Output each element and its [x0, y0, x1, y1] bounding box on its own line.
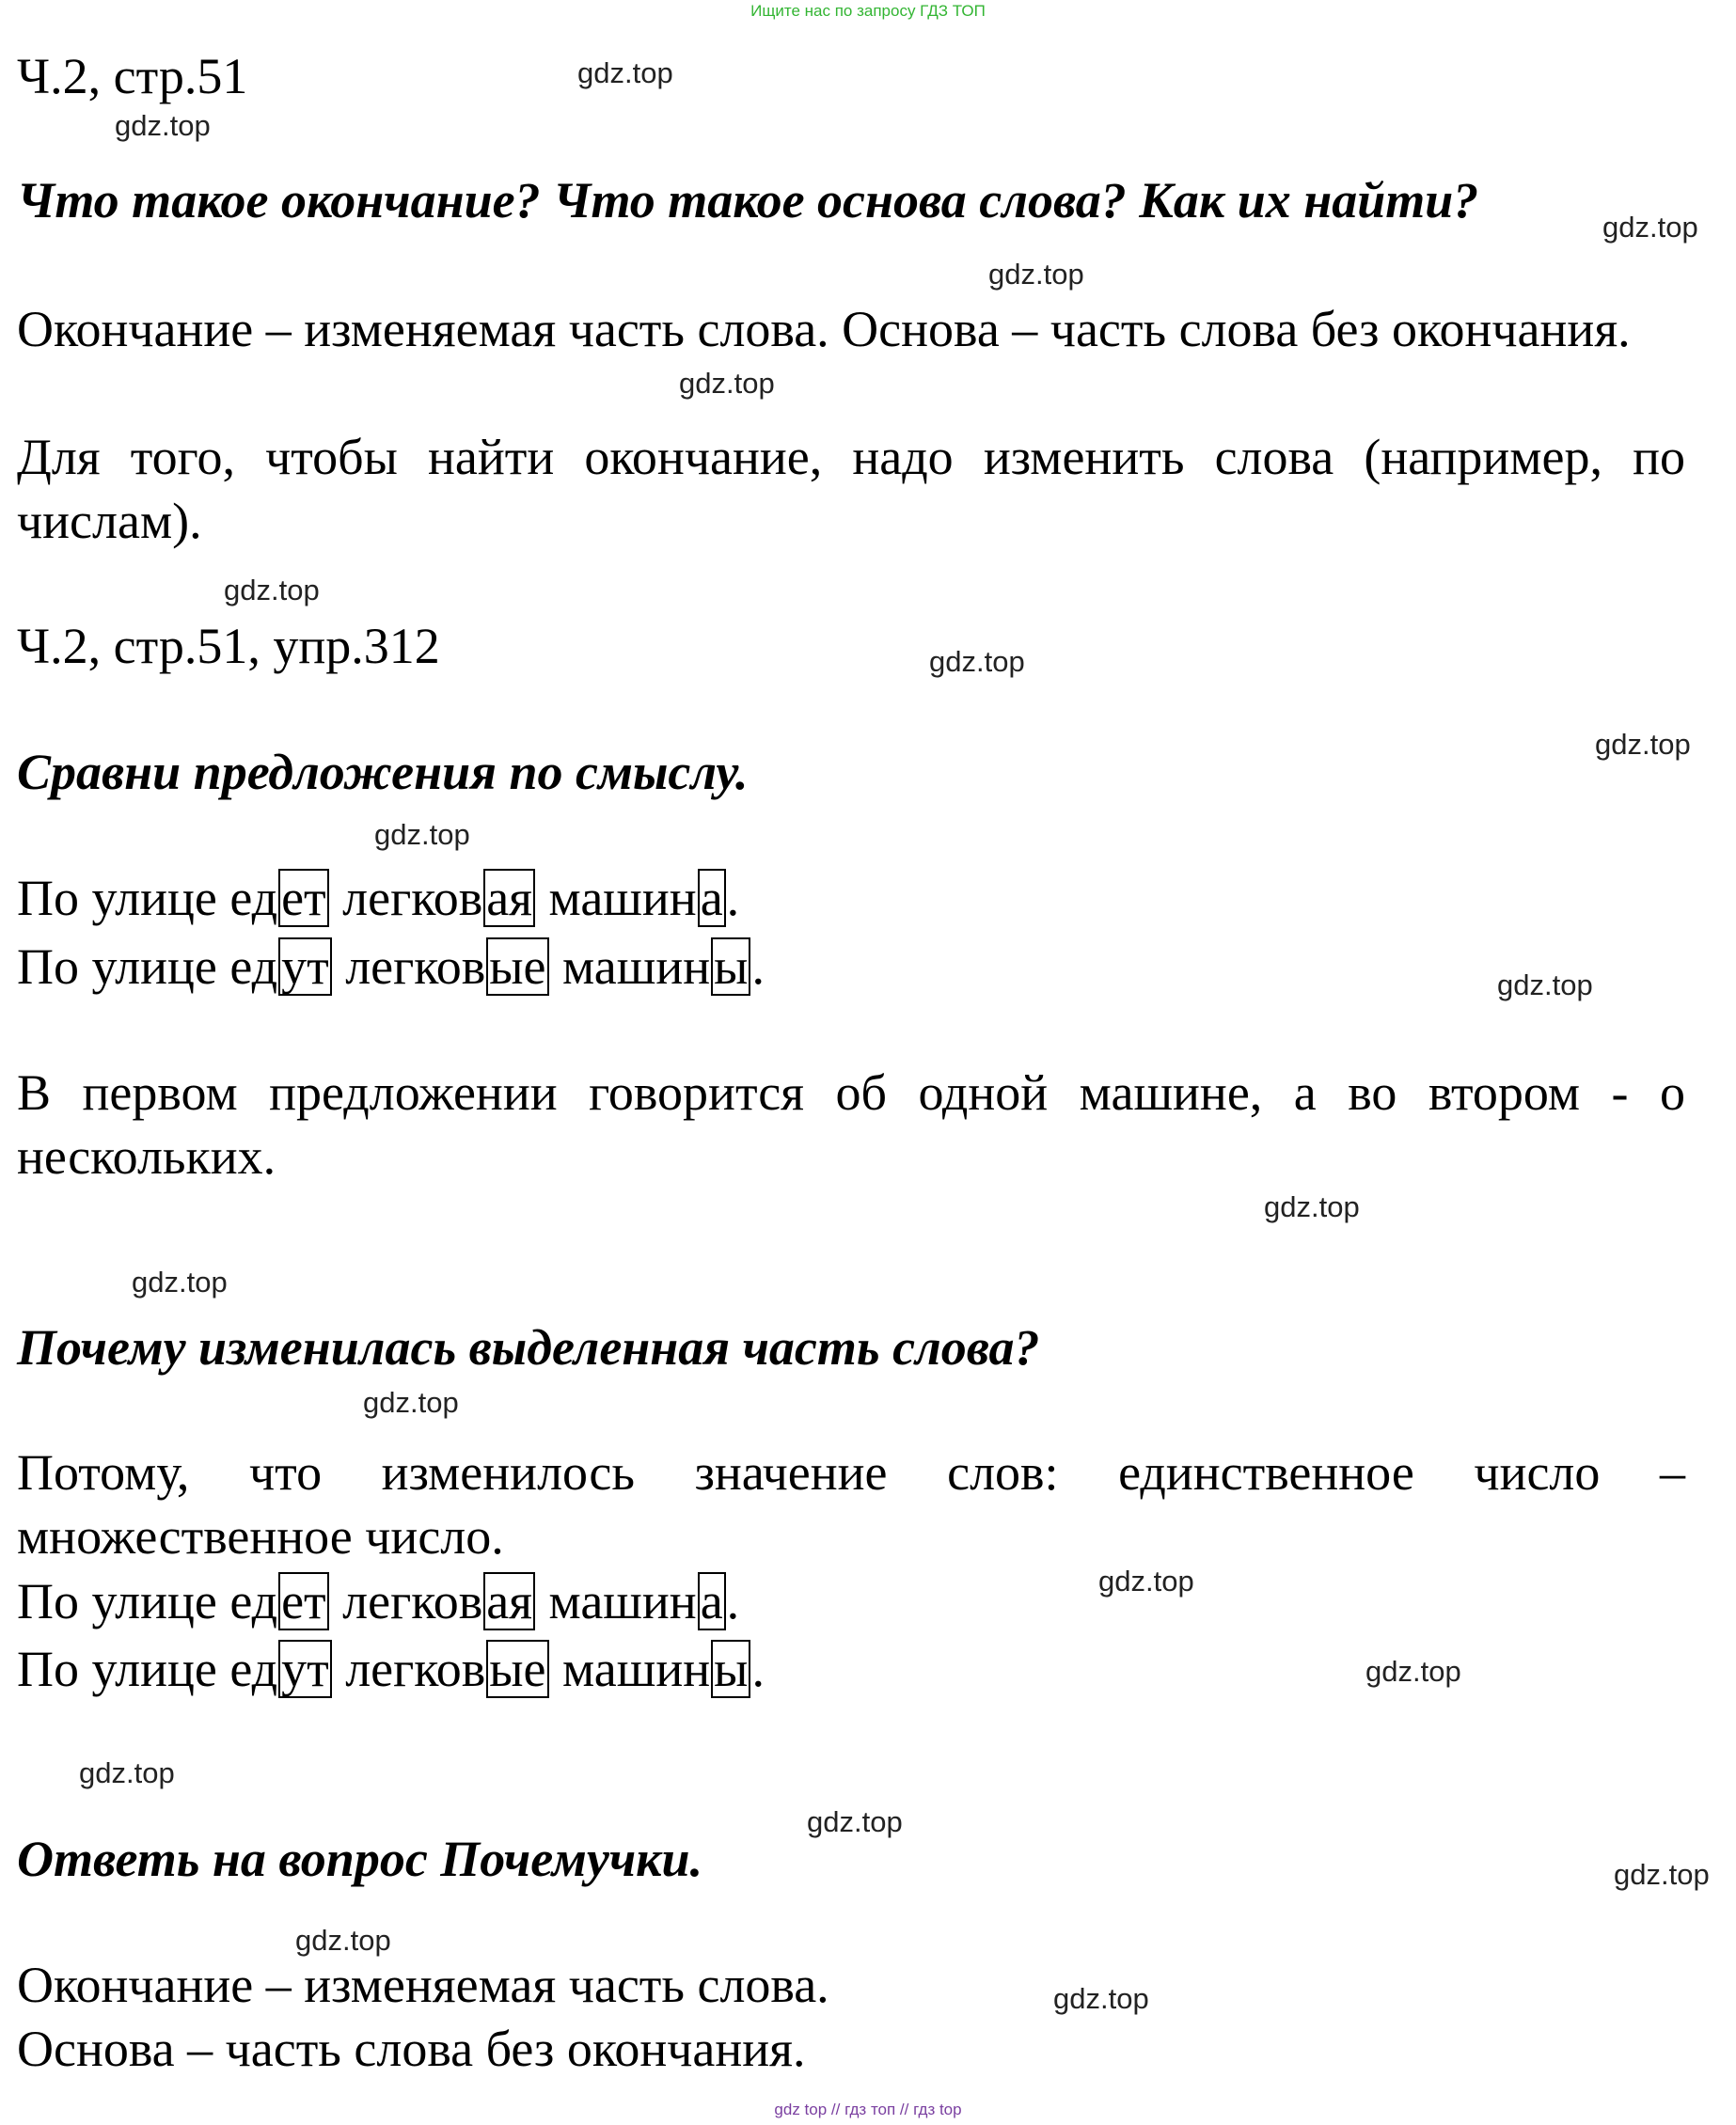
answer-1-paragraph-1: Окончание – изменяемая часть слова. Основа – часть слова без окончания. [17, 301, 1631, 357]
watermark: gdz.top [1098, 1565, 1194, 1598]
watermark: gdz.top [374, 818, 470, 851]
sentence-text: По улице ед [17, 1641, 278, 1697]
watermark: gdz.top [295, 1924, 391, 1957]
sentence-plural-1 [17, 934, 765, 1000]
ending-box: ет [278, 1572, 329, 1630]
sentence-text: машин [549, 1641, 711, 1697]
watermark: gdz.top [79, 1756, 175, 1789]
footer-watermark: gdz top // гдз топ // гдз top [774, 2101, 962, 2118]
watermark: gdz.top [577, 56, 673, 89]
watermark: gdz.top [132, 1266, 228, 1299]
page-reference-1: Ч.2, стр.51 [17, 48, 248, 104]
sentence-text: По улице ед [17, 870, 278, 926]
sentence-text: легков [332, 938, 486, 995]
sentence-text: легков [329, 870, 483, 926]
watermark: gdz.top [115, 109, 211, 142]
question-3: Почему изменилась выделенная часть слова? [17, 1319, 1040, 1376]
sentence-end: . [726, 870, 740, 926]
ending-box: ут [278, 937, 332, 996]
sentence-text: машин [536, 1573, 697, 1629]
answer-3: Потому, что изменилось значение слов: единственное число – множественное число. [17, 1444, 1685, 1565]
watermark: gdz.top [1053, 1982, 1149, 2015]
ending-box: ы [711, 937, 750, 996]
watermark: gdz.top [1497, 968, 1593, 1001]
ending-box: ет [278, 869, 329, 927]
question-2: Сравни предложения по смыслу. [17, 744, 749, 800]
watermark: gdz.top [1365, 1655, 1461, 1688]
watermark: gdz.top [363, 1386, 459, 1419]
page-reference-2: Ч.2, стр.51, упр.312 [17, 618, 440, 674]
watermark: gdz.top [1264, 1190, 1360, 1223]
sentence-plural-2 [17, 1636, 765, 1702]
sentence-text: По улице ед [17, 1573, 278, 1629]
watermark: gdz.top [1595, 728, 1691, 761]
question-4: Ответь на вопрос Почемучки. [17, 1831, 703, 1887]
ending-box: ая [483, 869, 535, 927]
sentence-end: . [751, 1641, 765, 1697]
watermark: gdz.top [988, 258, 1084, 291]
sentence-text: машин [536, 870, 697, 926]
ending-box: ые [486, 1640, 548, 1698]
answer-4-line-2: Основа – часть слова без окончания. [17, 2021, 806, 2077]
sentence-text: По улице ед [17, 938, 278, 995]
answer-2: В первом предложении говорится об одной машине, а во втором - о нескольких. [17, 1064, 1685, 1185]
watermark: gdz.top [679, 367, 775, 400]
watermark: gdz.top [929, 645, 1025, 678]
sentence-text: машин [549, 938, 711, 995]
sentence-singular-2 [17, 1568, 739, 1634]
watermark: gdz.top [224, 574, 320, 606]
sentence-text: легков [332, 1641, 486, 1697]
answer-4-line-1: Окончание – изменяемая часть слова. [17, 1957, 829, 2013]
question-1: Что такое окончание? Что такое основа слова? Как их найти? [17, 172, 1479, 228]
ending-box: ы [711, 1640, 750, 1698]
sentence-singular-1 [17, 865, 739, 931]
ending-box: а [698, 869, 726, 927]
ending-box: ут [278, 1640, 332, 1698]
ending-box: а [698, 1572, 726, 1630]
ending-box: ые [486, 937, 548, 996]
ending-box: ая [483, 1572, 535, 1630]
watermark: gdz.top [1602, 211, 1698, 244]
answer-1-paragraph-2: Для того, чтобы найти окончание, надо изменить слова (например, по числам). [17, 429, 1685, 549]
sentence-text: легков [329, 1573, 483, 1629]
watermark: gdz.top [807, 1805, 903, 1838]
sentence-end: . [751, 938, 765, 995]
sentence-end: . [726, 1573, 740, 1629]
top-banner: Ищите нас по запросу ГДЗ ТОП [750, 2, 986, 20]
watermark: gdz.top [1614, 1858, 1710, 1891]
